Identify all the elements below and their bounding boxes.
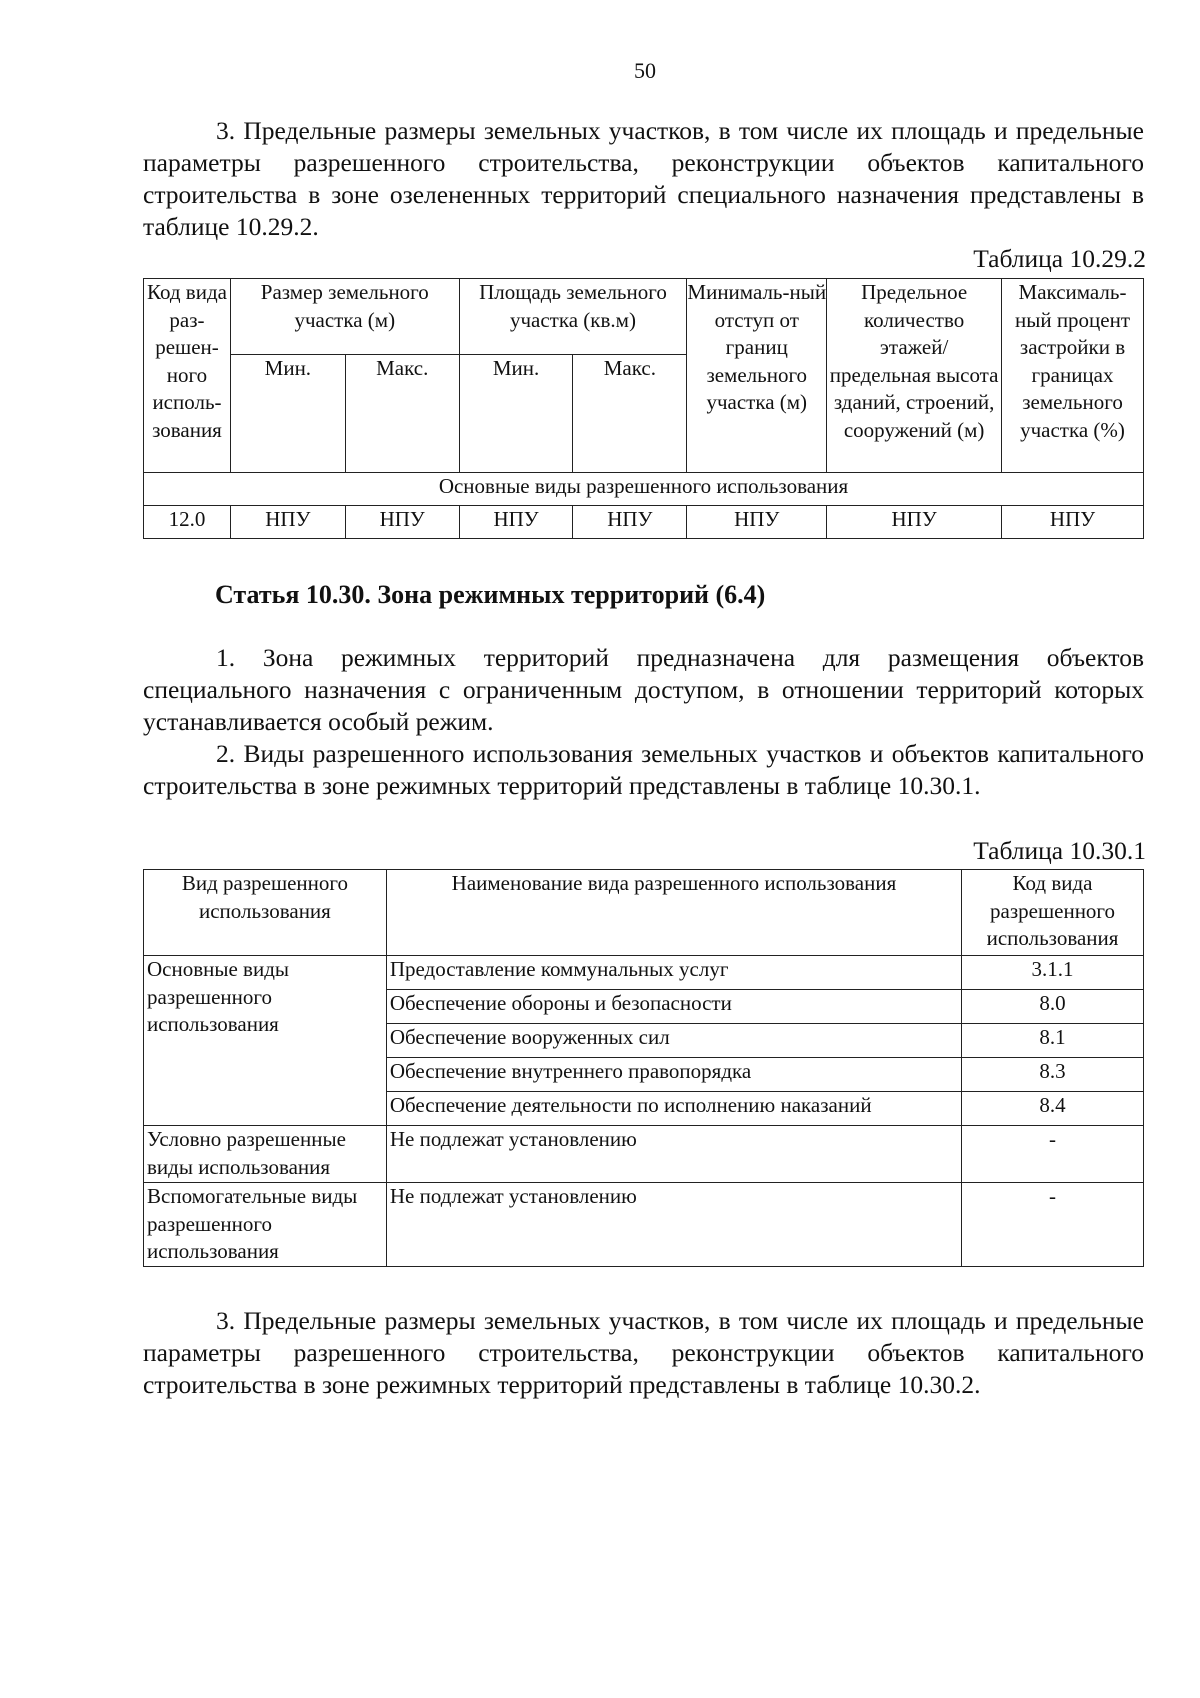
use-name: Обеспечение вооруженных сил bbox=[386, 1024, 961, 1058]
use-code: 8.3 bbox=[962, 1058, 1144, 1092]
table-cell: НПУ bbox=[573, 506, 687, 539]
header-min-offset: Минималь-ный отступ от границ земельного участка (м) bbox=[687, 279, 827, 473]
section-main-uses: Основные виды разрешенного использования bbox=[144, 473, 1144, 506]
paragraph-zone-purpose: 1. Зона режимных территорий предназначена для размещения объектов специального назначения с ограниченным доступом, в отношении территорий которых устанавливается особый режим. bbox=[143, 643, 1144, 736]
table-row bbox=[144, 956, 1144, 990]
header-area-min: Мин. bbox=[459, 355, 573, 473]
header-plot-area: Площадь земельного участка (кв.м) bbox=[459, 279, 687, 355]
table-row bbox=[144, 1183, 1144, 1267]
page-number: 50 bbox=[634, 58, 656, 83]
table-cell: НПУ bbox=[827, 506, 1002, 539]
use-name: Обеспечение обороны и безопасности bbox=[386, 990, 961, 1024]
table-row bbox=[144, 506, 1144, 539]
header-size-min: Мин. bbox=[230, 355, 345, 473]
use-code: 8.0 bbox=[962, 990, 1144, 1024]
header-use-code: Код вида разрешенного использования bbox=[962, 870, 1144, 956]
group-main-uses: Основные виды разрешенного использования bbox=[144, 956, 387, 1126]
header-floors: Предельное количество этажей/ предельная высота зданий, строений, сооружений (м) bbox=[827, 279, 1002, 473]
table-cell: НПУ bbox=[345, 506, 459, 539]
use-code: - bbox=[962, 1183, 1144, 1267]
header-build-percent: Максималь-ный процент застройки в границах земельного участка (%) bbox=[1002, 279, 1144, 473]
paragraph-uses: 2. Виды разрешенного использования земельных участков и объектов капитального строительства в зоне режимных территорий представлены в таблице 10.30.1. bbox=[143, 739, 1144, 800]
use-name: Предоставление коммунальных услуг bbox=[386, 956, 961, 990]
use-name: Обеспечение внутреннего правопорядка bbox=[386, 1058, 961, 1092]
paragraph-limits-29: 3. Предельные размеры земельных участков, в том числе их площадь и предельные параметры разрешенного строительства, реконструкции объектов капитального строительства в зоне озелененных территорий специального назначения представлены в таблице 10.29.2. bbox=[143, 116, 1144, 241]
header-size-max: Макс. bbox=[345, 355, 459, 473]
use-code: 8.4 bbox=[962, 1092, 1144, 1126]
table-10-30-1 bbox=[143, 869, 1144, 1267]
table-cell: НПУ bbox=[1002, 506, 1144, 539]
use-name: Не подлежат установлению bbox=[386, 1126, 961, 1183]
header-code: Код вида раз-решен-ного исполь-зования bbox=[144, 279, 231, 473]
use-code: 3.1.1 bbox=[962, 956, 1144, 990]
use-name: Не подлежат установлению bbox=[386, 1183, 961, 1267]
table-cell: 12.0 bbox=[144, 506, 231, 539]
header-use-type: Вид разрешенного использования bbox=[144, 870, 387, 956]
table-caption-10-30-1: Таблица 10.30.1 bbox=[973, 836, 1146, 865]
group-conditional-uses: Условно разрешенные виды использования bbox=[144, 1126, 387, 1183]
table-cell: НПУ bbox=[459, 506, 573, 539]
paragraph-limits-30: 3. Предельные размеры земельных участков, в том числе их площадь и предельные параметры разрешенного строительства, реконструкции объектов капитального строительства в зоне режимных территорий представлены в таблице 10.30.2. bbox=[143, 1306, 1144, 1399]
table-row bbox=[144, 1126, 1144, 1183]
article-heading: Статья 10.30. Зона режимных территорий (6.4) bbox=[215, 580, 766, 609]
use-code: - bbox=[962, 1126, 1144, 1183]
table-10-29-2 bbox=[143, 278, 1144, 539]
table-cell: НПУ bbox=[230, 506, 345, 539]
table-cell: НПУ bbox=[687, 506, 827, 539]
header-use-name: Наименование вида разрешенного использования bbox=[386, 870, 961, 956]
header-plot-size: Размер земельного участка (м) bbox=[230, 279, 459, 355]
table-caption-10-29-2: Таблица 10.29.2 bbox=[973, 244, 1146, 273]
group-auxiliary-uses: Вспомогательные виды разрешенного использования bbox=[144, 1183, 387, 1267]
use-code: 8.1 bbox=[962, 1024, 1144, 1058]
use-name: Обеспечение деятельности по исполнению наказаний bbox=[386, 1092, 961, 1126]
header-area-max: Макс. bbox=[573, 355, 687, 473]
